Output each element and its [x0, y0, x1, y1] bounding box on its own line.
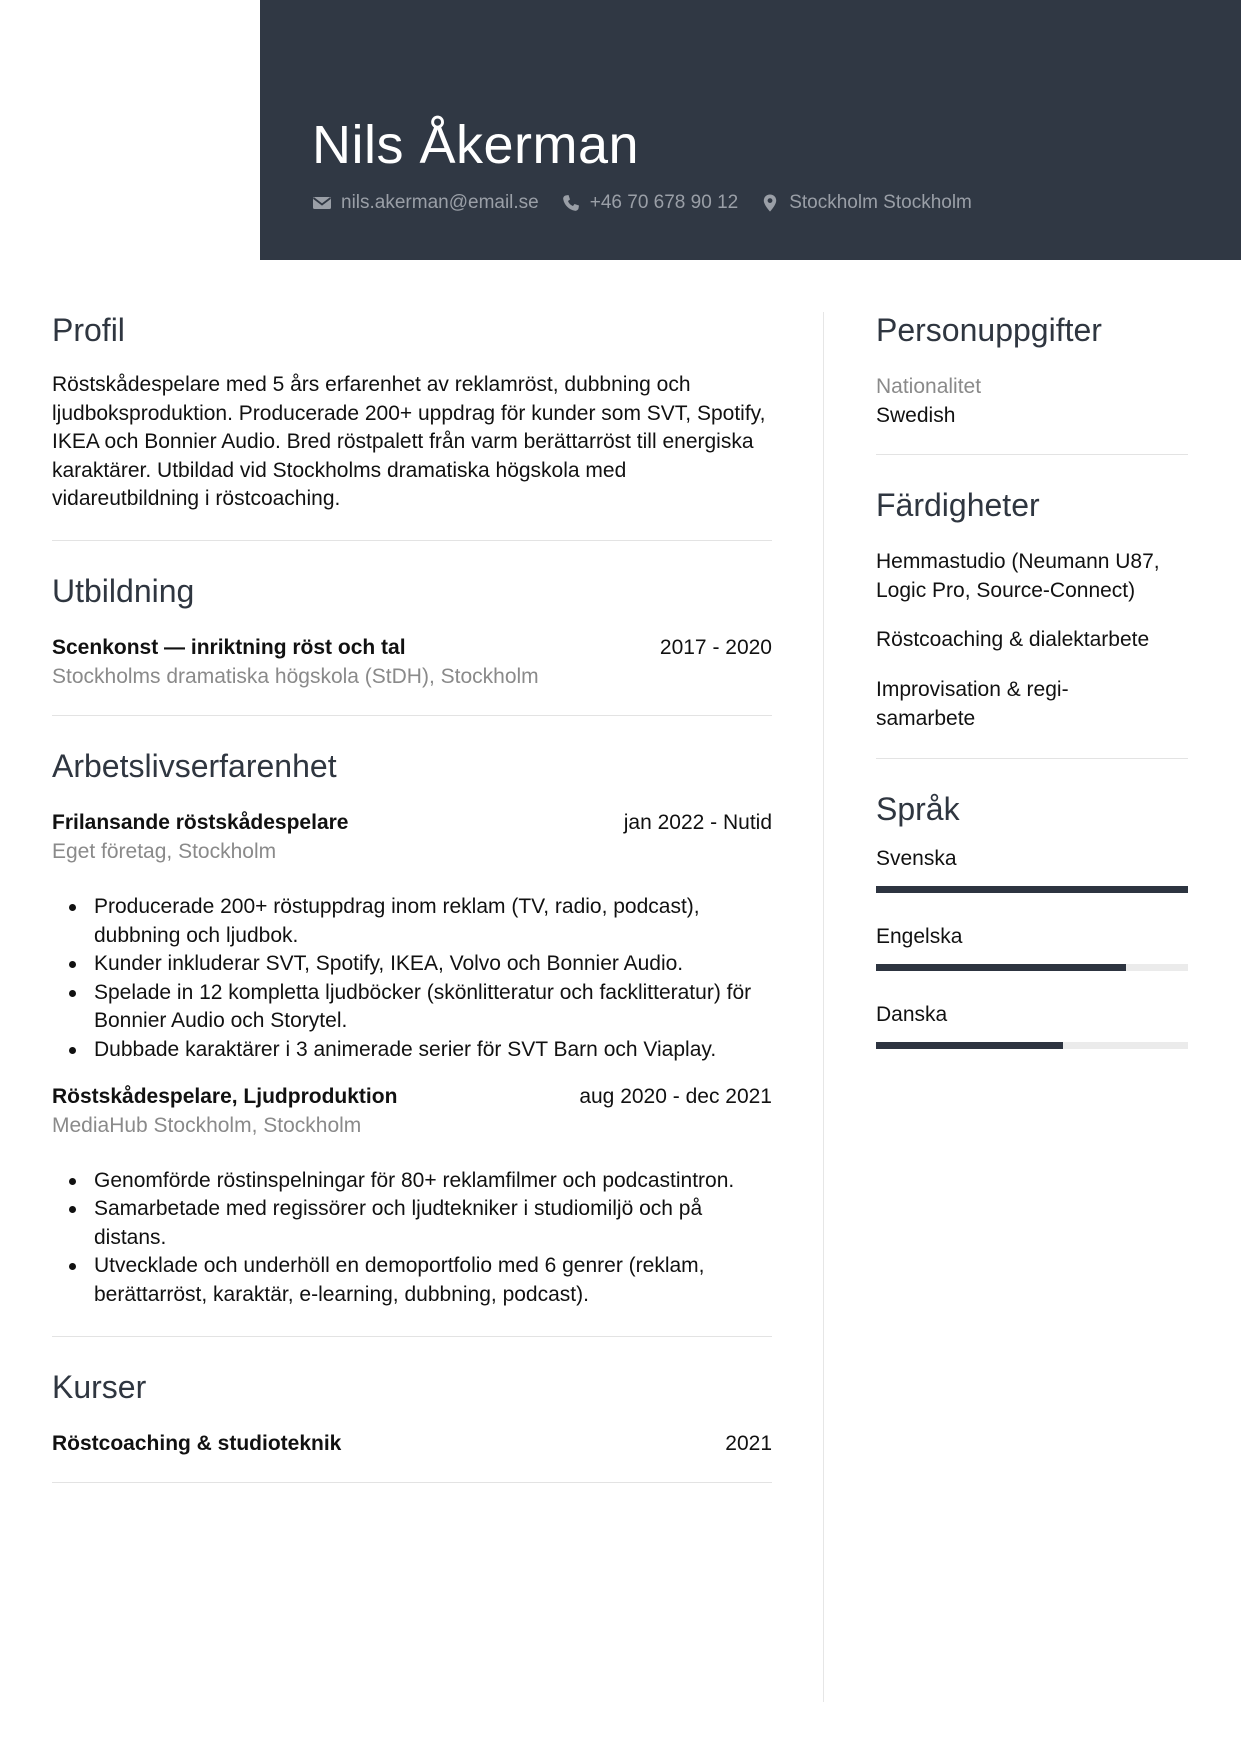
school-name: Stockholms dramatiska högskola (StDH), Stockholm	[52, 664, 539, 688]
experience-entry	[52, 808, 772, 1065]
course-year: 2021	[725, 1431, 772, 1455]
skills-heading: Färdigheter	[876, 487, 1040, 524]
languages-section	[876, 787, 1188, 1049]
experience-heading: Arbetslivserfarenhet	[52, 747, 337, 784]
divider	[52, 540, 772, 541]
language-level-bar	[876, 1042, 1188, 1049]
languages-heading: Språk	[876, 791, 960, 828]
language-name: Danska	[876, 1003, 948, 1027]
profile-section	[52, 308, 772, 541]
skill-item: Hemmastudio (Neumann U87, Logic Pro, Source-Connect)	[876, 550, 1160, 602]
sidebar-column	[876, 308, 1188, 1049]
main-column	[52, 308, 772, 1483]
list-item: Samarbetade med regissörer och ljudtekniker i studiomiljö och på distans.	[52, 1195, 772, 1252]
location-contact	[760, 192, 972, 214]
courses-section	[52, 1365, 772, 1483]
location-pin-icon	[760, 193, 780, 213]
company-name: Eget företag, Stockholm	[52, 839, 277, 863]
language-name: Engelska	[876, 925, 963, 949]
entry-header	[52, 1429, 772, 1458]
language-name: Svenska	[876, 847, 957, 871]
divider	[52, 1336, 772, 1337]
email-text: nils.akerman@email.se	[341, 192, 539, 213]
entry-header	[52, 1082, 772, 1111]
language-item	[876, 845, 1188, 893]
header-band	[260, 0, 1241, 260]
course-name: Röstcoaching & studioteknik	[52, 1431, 342, 1455]
education-entry	[52, 633, 772, 691]
phone-text: +46 70 678 90 12	[589, 192, 739, 213]
language-item	[876, 923, 1188, 971]
list-item: Utvecklade och underhöll en demoportfolio med 6 genrer (reklam, berättarröst, karaktär, e-learning, dubbning, podcast).	[52, 1252, 772, 1309]
skill-item: Improvisation & regi-samarbete	[876, 677, 1069, 730]
language-level-bar	[876, 964, 1188, 971]
list-item: Spelade in 12 kompletta ljudböcker (skönlitteratur och facklitteratur) för Bonnier Audio och Storytel.	[52, 979, 772, 1036]
skills-section	[876, 483, 1188, 759]
job-title: Röstskådespelare, Ljudproduktion	[52, 1084, 398, 1108]
degree-title: Scenkonst — inriktning röst och tal	[52, 635, 406, 659]
divider	[876, 758, 1188, 759]
language-item	[876, 1001, 1188, 1049]
location-text: Stockholm Stockholm	[789, 192, 972, 213]
skills-list	[876, 548, 1188, 733]
list-item: Dubbade karaktärer i 3 animerade serier för SVT Barn och Viaplay.	[52, 1036, 772, 1065]
phone-icon	[561, 193, 581, 213]
experience-entry	[52, 1082, 772, 1310]
achievement-list	[52, 1167, 772, 1310]
company-name: MediaHub Stockholm, Stockholm	[52, 1113, 362, 1137]
contact-row	[312, 192, 994, 214]
list-item: Kunder inkluderar SVT, Spotify, IKEA, Volvo och Bonnier Audio.	[52, 950, 772, 979]
education-heading: Utbildning	[52, 572, 195, 609]
entry-header	[52, 808, 772, 837]
achievement-list	[52, 893, 772, 1065]
profile-text: Röstskådespelare med 5 års erfarenhet av reklamröst, dubbning och ljudboksproduktion. Producerade 200+ uppdrag för kunder som SVT, Spotify, IKEA och Bonnier Audio. Bred röstpalett från varm berättarröst till energiska karaktärer. Utbildad vid Stockholms dramatiska högskola med vidareutbildning i röstcoaching.	[52, 373, 766, 511]
skill-item: Röstcoaching & dialektarbete	[876, 628, 1150, 652]
list-item: Producerade 200+ röstuppdrag inom reklam (TV, radio, podcast), dubbning och ljudbok.	[52, 893, 772, 950]
job-title: Frilansande röstskådespelare	[52, 810, 349, 834]
list-item: Genomförde röstinspelningar för 80+ reklamfilmer och podcastintron.	[52, 1167, 772, 1196]
course-entry	[52, 1429, 772, 1458]
language-level-fill	[876, 964, 1126, 971]
language-level-bar	[876, 886, 1188, 893]
entry-header	[52, 633, 772, 662]
envelope-icon	[312, 193, 332, 213]
divider	[52, 1482, 772, 1483]
job-dates: jan 2022 - Nutid	[623, 810, 772, 834]
nationality-label: Nationalitet	[876, 375, 982, 398]
education-dates: 2017 - 2020	[659, 635, 772, 659]
column-separator	[823, 312, 824, 1702]
courses-heading: Kurser	[52, 1368, 147, 1405]
email-contact[interactable]	[312, 192, 539, 214]
phone-contact[interactable]	[561, 192, 738, 214]
profile-heading: Profil	[52, 312, 125, 348]
divider	[876, 454, 1188, 455]
personal-section	[876, 308, 1188, 455]
divider	[52, 715, 772, 716]
language-level-fill	[876, 1042, 1063, 1049]
education-section	[52, 569, 772, 716]
job-dates: aug 2020 - dec 2021	[579, 1084, 772, 1108]
personal-heading: Personuppgifter	[876, 312, 1102, 348]
candidate-name: Nils Åkerman	[312, 115, 640, 175]
language-level-fill	[876, 886, 1188, 893]
nationality-value: Swedish	[876, 403, 956, 427]
experience-section	[52, 744, 772, 1337]
